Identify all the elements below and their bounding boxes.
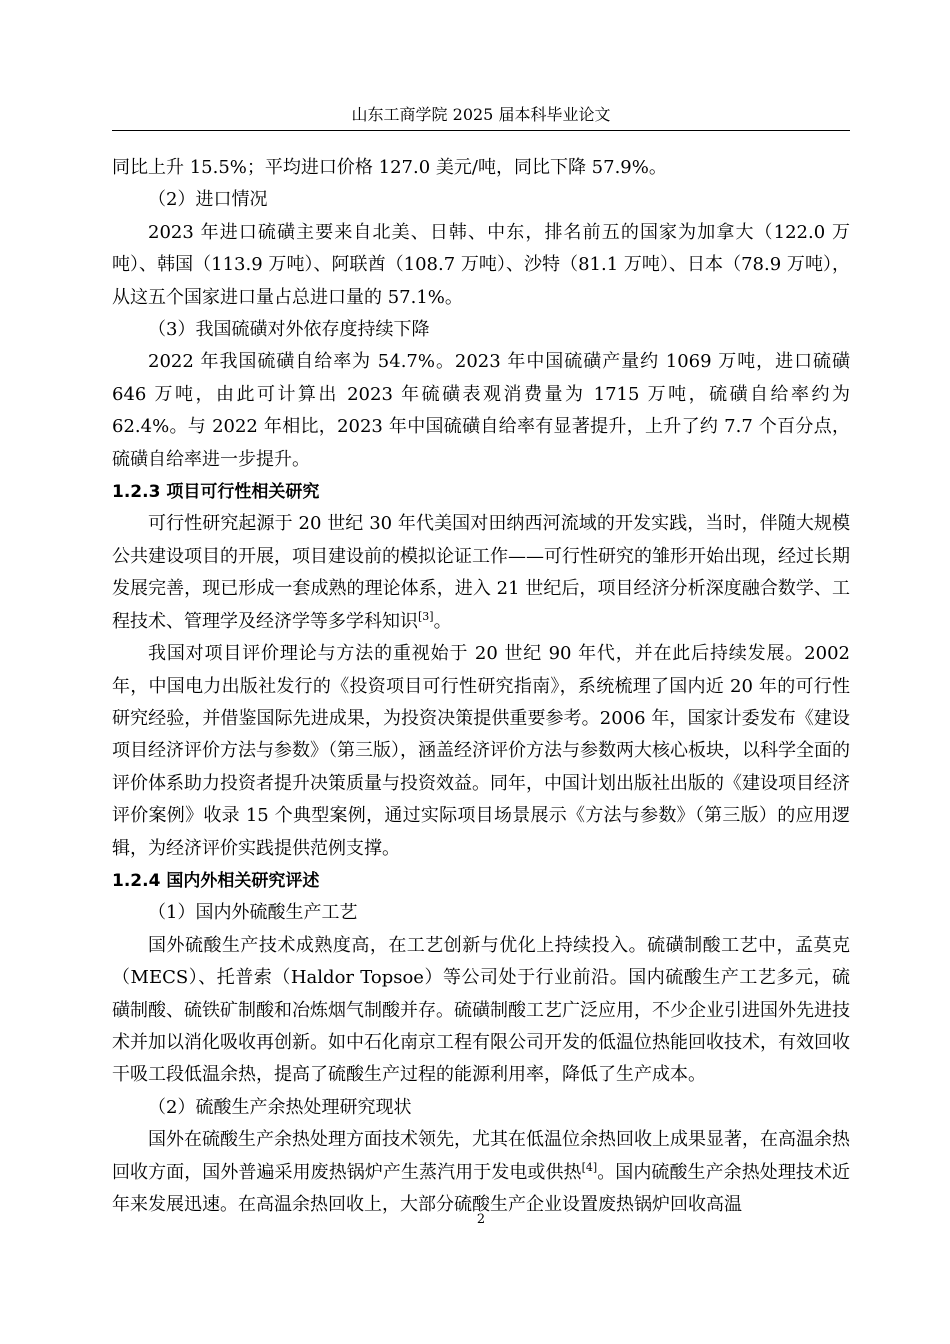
paragraph-import: 2023 年进口硫磺主要来自北美、日韩、中东，排名前五的国家为加拿大（122.0 万吨）、韩国（113.9 万吨）、阿联酋（108.7 万吨）、沙特（81.1 万吨）、日本（78.9 万吨），从这五个国家进口量占总进口量的 57.1%。 xyxy=(112,221,850,308)
page-number: 2 xyxy=(476,1212,486,1227)
paragraph-feasibility-origin-end: 。 xyxy=(433,610,452,632)
citation-4: [4] xyxy=(581,1160,598,1174)
paragraph-dependency: 2022 年我国硫磺自给率为 54.7%。2023 年中国硫磺产量约 1069 万吨，进口硫磺 646 万吨，由此可计算出 2023 年硫磺表观消费量为 1715 万吨，硫磺自给率约为 62.4%。与 2022 年相比，2023 年中国硫磺自给率有显著提升，上升了约 7.7 个百分点，硫磺自给率进一步提升。 xyxy=(112,351,850,470)
paragraph-process: 国外硫酸生产技术成熟度高，在工艺创新与优化上持续投入。硫磺制酸工艺中，孟莫克（MECS）、托普索（Haldor Topsoe）等公司处于行业前沿。国内硫酸生产工艺多元，硫磺制酸、硫铁矿制酸和冶炼烟气制酸并存。硫磺制酸工艺广泛应用，不少企业引进国外先进技术并加以消化吸收再创新。如中石化南京工程有限公司开发的低温位热能回收技术，有效回收干吸工段低温余热，提高了硫酸生产过程的能源利用率，降低了生产成本。 xyxy=(112,934,850,1086)
subheading-import: （2）进口情况 xyxy=(148,189,268,211)
section-heading-1-2-4: 1.2.4 国内外相关研究评述 xyxy=(112,870,320,891)
running-header: 山东工商学院 2025 届本科毕业论文 xyxy=(351,105,611,124)
paragraph-feasibility-china: 我国对项目评价理论与方法的重视始于 20 世纪 90 年代，并在此后持续发展。2002 年，中国电力出版社发行的《投资项目可行性研究指南》，系统梳理了国内近 20 年的可行性研究经验，并借鉴国际先进成果，为投资决策提供重要参考。2006 年，国家计委发布《建设项目经济评价方法与参数》（第三版），涵盖经济评价方法与参数两大核心板块，以科学全面的评价体系助力投资者提升决策质量与投资效益。同年，中国计划出版社出版的《建设项目经济评价案例》收录 15 个典型案例，通过实际项目场景展示《方法与参数》（第三版）的应用逻辑，为经济评价实践提供范例支撑。 xyxy=(112,643,850,859)
subheading-waste-heat: （2）硫酸生产余热处理研究现状 xyxy=(148,1096,412,1118)
header-divider xyxy=(112,130,850,131)
paragraph-waste-heat-end: 。国内硫酸生产余热处理技术近年来发展迅速。在高温余热回收上，大部分硫酸生产企业设置废热锅炉回收高温 xyxy=(112,1161,850,1215)
body-text xyxy=(112,152,850,1221)
paragraph-feasibility-origin xyxy=(112,508,850,638)
subheading-process: （1）国内外硫酸生产工艺 xyxy=(148,902,358,924)
subheading-dependency: （3）我国硫磺对外依存度持续下降 xyxy=(148,319,430,341)
paragraph-price-summary: 同比上升 15.5%；平均进口价格 127.0 美元/吨，同比下降 57.9%。 xyxy=(112,157,667,178)
paragraph-waste-heat-text: 国外在硫酸生产余热处理方面技术领先，尤其在低温位余热回收上成果显著，在高温余热回收方面，国外普遍采用废热锅炉产生蒸汽用于发电或供热 xyxy=(112,1129,850,1183)
citation-3: [3] xyxy=(418,609,434,623)
paragraph-waste-heat xyxy=(112,1124,850,1221)
section-heading-1-2-3: 1.2.3 项目可行性相关研究 xyxy=(112,482,320,503)
paragraph-feasibility-origin-text: 可行性研究起源于 20 世纪 30 年代美国对田纳西河流域的开发实践，当时，伴随大规模公共建设项目的开展，项目建设前的模拟论证工作——可行性研究的雏形开始出现，经过长期发展完善，现已形成一套成熟的理论体系，进入 21 世纪后，项目经济分析深度融合数学、工程技术、管理学及经济学等多学科知识 xyxy=(112,513,850,632)
